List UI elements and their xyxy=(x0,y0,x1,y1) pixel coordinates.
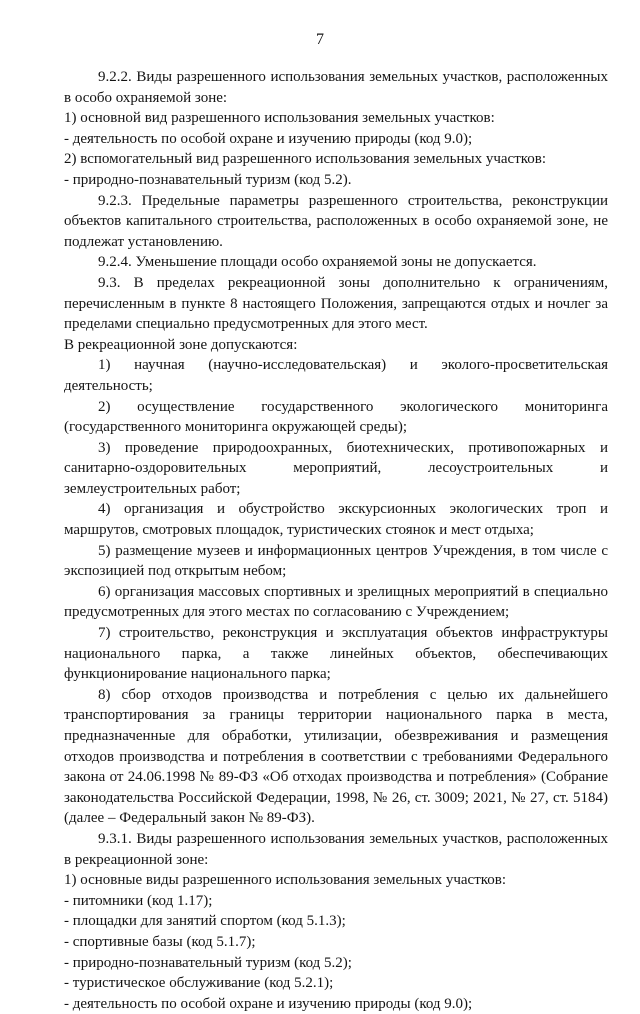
paragraph: 7) строительство, реконструкция и эксплуатация объектов инфраструктуры национального парка, а также линейных объектов, обеспечивающих функционирование национального парка; xyxy=(64,625,608,683)
paragraph: 1) основные виды разрешенного использования земельных участков: xyxy=(64,872,507,889)
paragraph: 4) организация и обустройство экскурсионных экологических троп и маршрутов, смотровых площадок, туристических стоянок и мест отдыха; xyxy=(64,501,608,539)
paragraph: 1) научная (научно-исследовательская) и эколого-просветительская деятельность; xyxy=(64,357,608,394)
paragraph: 9.2.3. Предельные параметры разрешенного строительства, реконструкции объектов капитального строительства, расположенных в особо охраняемой зоне, не подлежат установлению. xyxy=(64,192,608,250)
paragraph: - деятельность по особой охране и изучению природы (код 9.0); xyxy=(64,130,473,147)
paragraph: - природно-познавательный туризм (код 5.2). xyxy=(64,171,352,188)
paragraph: - площадки для занятий спортом (код 5.1.3); xyxy=(64,913,346,930)
paragraph: 2) вспомогательный вид разрешенного использования земельных участков: xyxy=(64,151,547,168)
document-body xyxy=(64,67,608,1014)
paragraph: - природно-познавательный туризм (код 5.2); xyxy=(64,954,352,971)
paragraph: 5) размещение музеев и информационных центров Учреждения, в том числе с экспозицией под открытым небом; xyxy=(64,542,608,580)
paragraph: 3) проведение природоохранных, биотехнических, противопожарных и санитарно-оздоровительных мероприятий, лесоустроительных и землеустроительных работ; xyxy=(64,439,608,497)
paragraph: 2) осуществление государственного экологического мониторинга (государственного мониторинга окружающей среды); xyxy=(64,398,608,436)
paragraph: 6) организация массовых спортивных и зрелищных мероприятий в специально предусмотренных для этого местах по согласованию с Учреждением; xyxy=(64,583,608,621)
paragraph: - деятельность по особой охране и изучению природы (код 9.0); xyxy=(64,995,473,1012)
paragraph: 9.2.2. Виды разрешенного использования земельных участков, расположенных в особо охраняемой зоне: xyxy=(64,69,608,106)
paragraph: 9.2.4. Уменьшение площади особо охраняемой зоны не допускается. xyxy=(98,254,537,271)
paragraph: - спортивные базы (код 5.1.7); xyxy=(64,933,256,950)
paragraph: - питомники (код 1.17); xyxy=(64,892,213,909)
paragraph: 9.3.1. Виды разрешенного использования земельных участков, расположенных в рекреационной зоне: xyxy=(64,830,608,868)
page-number: 7 xyxy=(316,31,324,48)
paragraph: В рекреационной зоне допускаются: xyxy=(64,336,298,353)
paragraph: 1) основной вид разрешенного использования земельных участков: xyxy=(64,110,495,127)
paragraph: 8) сбор отходов производства и потребления с целью их дальнейшего транспортирования за границы территории национального парка в места, предназначенные для обработки, утилизации, обезвреживания и размещения отходов производства и потребления в соответствии с требованиями Федерального закона от 24.06.1998 № 89-ФЗ «Об отходах производства и потребления» (Собрание законодательства Российской Федерации, 1998, № 26, ст. 3009; 2021, № 27, ст. 5184) (далее – Федеральный закон № 89-ФЗ). xyxy=(64,686,608,827)
paragraph: - туристическое обслуживание (код 5.2.1); xyxy=(64,975,334,992)
paragraph: 9.3. В пределах рекреационной зоны дополнительно к ограничениям, перечисленным в пункте 8 настоящего Положения, запрещаются отдых и ночлег за пределами специально предусмотренных для этого мест. xyxy=(64,274,608,333)
